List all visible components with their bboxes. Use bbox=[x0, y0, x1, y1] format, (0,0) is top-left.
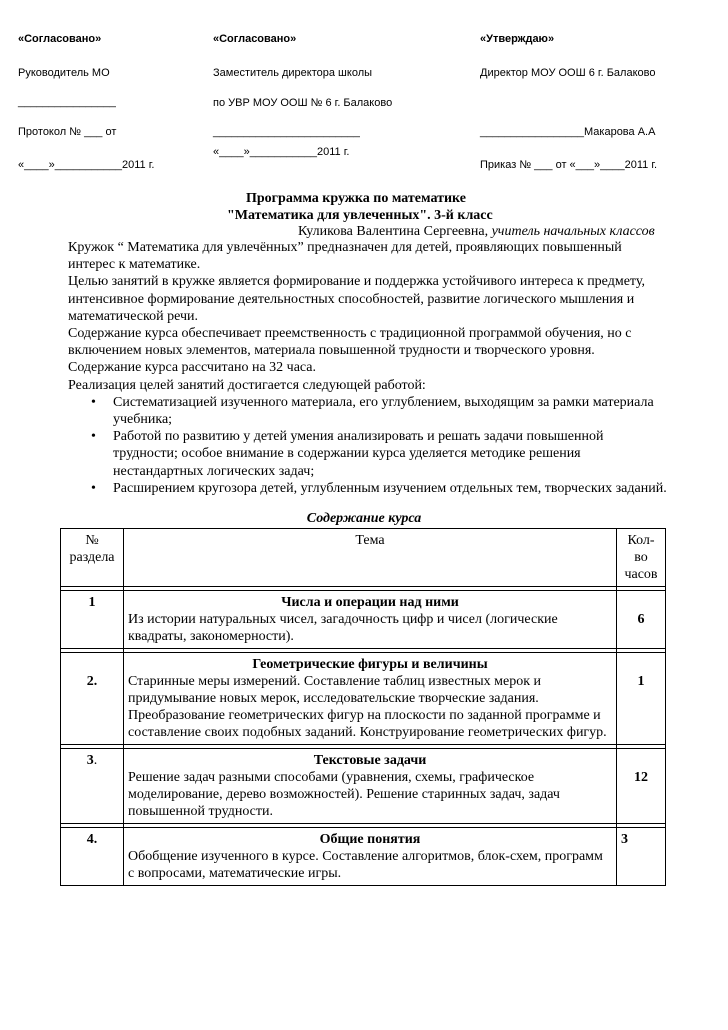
row-topic-text: Старинные меры измерений. Составление таблиц известных мерок и придумывание новых мерок, исследовательские творческие задания. Преобразование геометрических фигур на плоскости по заданной программе и составление своих подобных заданий. Конструирование геометрических фигур. bbox=[128, 674, 607, 740]
col3-sign-line: _________________Макарова А.А bbox=[480, 126, 656, 138]
row-topic-text: Из истории натуральных чисел, загадочность цифр и чисел (логические квадраты, закономерности). bbox=[128, 612, 558, 644]
row-topic-text: Решение задач разными способами (уравнения, схемы, графическое моделирование, дерево возможностей). Решение старинных задач, задач повышенной трудности. bbox=[128, 770, 560, 819]
col1-date: «____»___________2011 г. bbox=[18, 159, 155, 171]
col2-sign-line: ________________________ bbox=[213, 126, 360, 138]
paragraph-hours: Содержание курса рассчитано на 32 часа. bbox=[68, 360, 317, 376]
col1-role: Руководитель МО bbox=[18, 67, 110, 79]
row-topic-title: Числа и операции над ними bbox=[281, 595, 459, 610]
col3-role: Директор МОУ ООШ 6 г. Балаково bbox=[480, 67, 656, 79]
row-num-suffix: . bbox=[93, 753, 98, 768]
course-content-title: Содержание курса bbox=[306, 511, 422, 526]
table-row bbox=[61, 749, 666, 824]
list-item: • Работой по развитию у детей умения анализировать и решать задачи повышенной трудности; особое внимание в содержании курса уделяется методике решения нестандартных логических задач; bbox=[113, 428, 668, 480]
row-topic-title: Общие понятия bbox=[319, 832, 421, 847]
row-topic-title: Геометрические фигуры и величины bbox=[252, 657, 488, 672]
row-topic-text: Обобщение изученного в курсе. Составление алгоритмов, блок-схем, программ с вопросами, математические игры. bbox=[128, 849, 603, 881]
row-hours: 12 bbox=[617, 749, 666, 824]
col3-order: Приказ № ___ от «___»____2011 г. bbox=[480, 159, 658, 171]
row-topic bbox=[124, 591, 617, 649]
row-topic-title: Текстовые задачи bbox=[313, 753, 427, 768]
author-name: Куликова Валентина Сергеевна, bbox=[298, 224, 492, 239]
program-title: Программа кружка по математике bbox=[246, 191, 466, 206]
row-num bbox=[61, 749, 124, 824]
col3-heading: «Утверждаю» bbox=[480, 33, 555, 45]
list-item: • Расширением кругозора детей, углубленным изучением отдельных тем, творческих заданий. bbox=[113, 480, 668, 497]
col2-date: «____»___________2011 г. bbox=[213, 146, 350, 158]
row-num: 1 bbox=[61, 591, 124, 649]
header-hours: Кол-во часов bbox=[617, 529, 666, 587]
paragraph-goal: Целью занятий в кружке является формирование и поддержка устойчивого интереса к предмету, интенсивное формирование деятельностных способностей, развитие логического мышления и математической речи. bbox=[68, 274, 645, 324]
course-table bbox=[60, 528, 666, 886]
col2-heading: «Согласовано» bbox=[213, 33, 297, 45]
header-num: № раздела bbox=[61, 529, 124, 587]
col2-role-2: по УВР МОУ ООШ № 6 г. Балаково bbox=[213, 97, 393, 109]
table-row bbox=[61, 828, 666, 886]
paragraph-continuity: Содержание курса обеспечивает преемственность с традиционной программой обучения, но с включением новых элементов, материала повышенной трудности и творческого уровня. bbox=[68, 326, 632, 359]
approval-header bbox=[0, 0, 728, 180]
table-row bbox=[61, 653, 666, 745]
col1-heading: «Согласовано» bbox=[18, 33, 102, 45]
row-hours: 3 bbox=[617, 828, 666, 886]
methods-list bbox=[68, 394, 668, 497]
header-topic: Тема bbox=[124, 529, 617, 587]
list-item: • Систематизацией изученного материала, его углублением, выходящим за рамки материала учебника; bbox=[113, 394, 668, 428]
col1-protocol: Протокол № ___ от bbox=[18, 126, 117, 138]
row-topic bbox=[124, 828, 617, 886]
row-num: 2. bbox=[61, 653, 124, 745]
row-topic bbox=[124, 653, 617, 745]
program-subtitle: "Математика для увлеченных". 3-й класс bbox=[227, 208, 493, 223]
row-hours: 1 bbox=[617, 653, 666, 745]
table-header-row bbox=[61, 529, 666, 587]
row-num-value: 3 bbox=[86, 753, 94, 768]
author-role: учитель начальных классов bbox=[491, 224, 655, 239]
col1-sign-line: ________________ bbox=[18, 96, 116, 108]
row-num: 4. bbox=[61, 828, 124, 886]
program-author bbox=[298, 223, 655, 240]
paragraph-methods-intro: Реализация целей занятий достигается следующей работой: bbox=[68, 377, 426, 393]
program-description bbox=[68, 239, 668, 497]
paragraph-purpose: Кружок “ Математика для увлечённых” предназначен для детей, проявляющих повышенный интерес к математике. bbox=[68, 240, 622, 273]
row-topic bbox=[124, 749, 617, 824]
row-hours: 6 bbox=[617, 591, 666, 649]
col2-role: Заместитель директора школы bbox=[213, 67, 373, 79]
table-row bbox=[61, 591, 666, 649]
